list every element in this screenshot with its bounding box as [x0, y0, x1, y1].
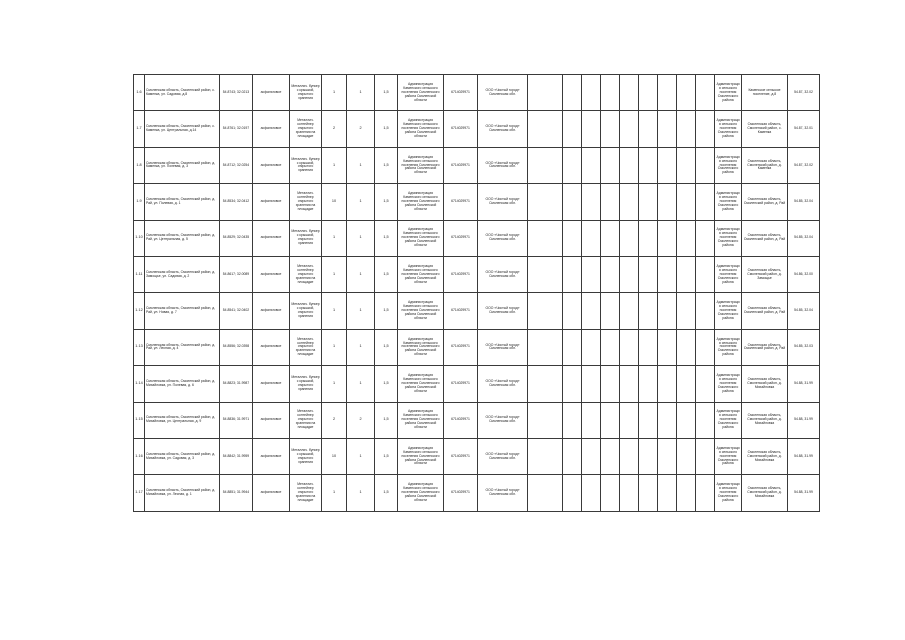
- empty-cell: [620, 293, 639, 329]
- registry-cell: Каменское сельское поселение, д.8: [742, 75, 788, 111]
- inn-cell: 6714029971: [444, 475, 478, 511]
- volume-cell: 1,5: [375, 75, 398, 111]
- empty-cell: [658, 147, 677, 183]
- owner-cell: Администрация Каменского сельского поселения Смоленского района Смоленской области: [398, 184, 444, 220]
- empty-cell: [639, 147, 658, 183]
- responsible-cell: Администрация сельского поселения Смоленского района: [715, 402, 742, 438]
- container-count-cell: 10: [322, 184, 347, 220]
- surface-type-cell: асфальтовое: [253, 256, 290, 292]
- volume-cell: 1,5: [375, 220, 398, 256]
- volume-cell: 1,5: [375, 366, 398, 402]
- extra-coordinates-cell: 54.87, 32.02: [788, 75, 820, 111]
- empty-cell: [563, 475, 582, 511]
- extra-coordinates-cell: 54.85, 32.04: [788, 184, 820, 220]
- address-cell: Смоленская область, Смоленский район, д. Михайловка, ул. Садовая, д. 3: [145, 438, 220, 474]
- empty-cell: [677, 147, 696, 183]
- operator-cell: ООО «Чистый город» Смоленская обл.: [478, 147, 528, 183]
- area-cell: 1: [347, 475, 375, 511]
- empty-cell: [563, 366, 582, 402]
- container-type-cell: Металлич. контейнер открытого хранения на площадке: [290, 184, 322, 220]
- empty-cell: [528, 111, 563, 147]
- surface-type-cell: асфальтовое: [253, 147, 290, 183]
- empty-cell: [677, 256, 696, 292]
- container-type-cell: Металлич. бункер с крышкой, открытого хранения: [290, 438, 322, 474]
- table-row: [134, 293, 820, 329]
- operator-cell: ООО «Чистый город» Смоленская обл.: [478, 402, 528, 438]
- registry-cell: Смоленская область, Смоленский район, с. Каменка: [742, 111, 788, 147]
- empty-cell: [582, 111, 601, 147]
- empty-cell: [601, 366, 620, 402]
- inn-cell: 6714029971: [444, 147, 478, 183]
- container-count-cell: 1: [322, 293, 347, 329]
- coordinates-cell: 54.8743; 32.0213: [220, 75, 253, 111]
- registry-cell: Смоленская область, Смоленский район, д. Замощье: [742, 256, 788, 292]
- container-count-cell: 1: [322, 220, 347, 256]
- owner-cell: Администрация Каменского сельского поселения Смоленского района Смоленской области: [398, 220, 444, 256]
- empty-cell: [620, 475, 639, 511]
- empty-cell: [696, 293, 715, 329]
- empty-cell: [677, 366, 696, 402]
- area-cell: 1: [347, 184, 375, 220]
- extra-coordinates-cell: 54.85, 32.04: [788, 293, 820, 329]
- empty-cell: [658, 329, 677, 365]
- empty-cell: [677, 111, 696, 147]
- row-number-cell: 1.6: [134, 75, 145, 111]
- empty-cell: [696, 147, 715, 183]
- empty-cell: [658, 402, 677, 438]
- empty-cell: [620, 438, 639, 474]
- empty-cell: [658, 293, 677, 329]
- empty-cell: [601, 329, 620, 365]
- empty-cell: [639, 111, 658, 147]
- empty-cell: [696, 438, 715, 474]
- registry-cell: Смоленская область, Смоленский район, д. Рай: [742, 293, 788, 329]
- operator-cell: ООО «Чистый город» Смоленская обл.: [478, 475, 528, 511]
- address-cell: Смоленская область, Смоленский район, д. Каменка, ул. Полевая, д. 3: [145, 147, 220, 183]
- registry-cell: Смоленская область, Смоленский район, д. Рай: [742, 220, 788, 256]
- inn-cell: 6714029971: [444, 75, 478, 111]
- inn-cell: 6714029971: [444, 256, 478, 292]
- row-number-cell: 1.16: [134, 438, 145, 474]
- table-row: [134, 329, 820, 365]
- coordinates-cell: 54.8534; 32.0412: [220, 184, 253, 220]
- operator-cell: ООО «Чистый город» Смоленская обл.: [478, 111, 528, 147]
- row-number-cell: 1.13: [134, 329, 145, 365]
- empty-cell: [696, 402, 715, 438]
- address-cell: Смоленская область, Смоленский район, д. Замощье, ул. Садовая, д. 2: [145, 256, 220, 292]
- registry-cell: Смоленская область, Смоленский район, д. Рай: [742, 184, 788, 220]
- address-cell: Смоленская область, Смоленский район, с. Каменка, ул. Центральная, д.14: [145, 111, 220, 147]
- empty-cell: [677, 329, 696, 365]
- coordinates-cell: 54.8712; 32.0254: [220, 147, 253, 183]
- volume-cell: 1,5: [375, 293, 398, 329]
- responsible-cell: Администрация сельского поселения Смоленского района: [715, 111, 742, 147]
- container-type-cell: Металлич. контейнер открытого хранения на площадке: [290, 475, 322, 511]
- empty-cell: [601, 220, 620, 256]
- empty-cell: [658, 75, 677, 111]
- surface-type-cell: асфальтовое: [253, 220, 290, 256]
- registry-cell: Смоленская область, Смоленский район, д. Михайловка: [742, 475, 788, 511]
- empty-cell: [696, 75, 715, 111]
- empty-cell: [658, 184, 677, 220]
- waste-site-register-table: [133, 74, 820, 512]
- row-number-cell: 1.10: [134, 220, 145, 256]
- row-number-cell: 1.17: [134, 475, 145, 511]
- empty-cell: [620, 184, 639, 220]
- owner-cell: Администрация Каменского сельского поселения Смоленского района Смоленской области: [398, 75, 444, 111]
- register-page: [133, 74, 813, 512]
- area-cell: 1: [347, 329, 375, 365]
- empty-cell: [582, 184, 601, 220]
- empty-cell: [563, 184, 582, 220]
- empty-cell: [563, 147, 582, 183]
- container-count-cell: 2: [322, 402, 347, 438]
- empty-cell: [620, 256, 639, 292]
- table-row: [134, 184, 820, 220]
- area-cell: 1: [347, 293, 375, 329]
- container-count-cell: 2: [322, 111, 347, 147]
- empty-cell: [582, 256, 601, 292]
- container-type-cell: Металлич. контейнер открытого хранения на площадке: [290, 256, 322, 292]
- empty-cell: [528, 402, 563, 438]
- empty-cell: [563, 438, 582, 474]
- container-type-cell: Металлич. бункер с крышкой, открытого хранения: [290, 366, 322, 402]
- empty-cell: [582, 293, 601, 329]
- address-cell: Смоленская область, Смоленский район, д. Рай, ул. Новая, д. 7: [145, 293, 220, 329]
- surface-type-cell: асфальтовое: [253, 293, 290, 329]
- volume-cell: 1,5: [375, 111, 398, 147]
- empty-cell: [696, 184, 715, 220]
- empty-cell: [620, 220, 639, 256]
- row-number-cell: 1.7: [134, 111, 145, 147]
- coordinates-cell: 54.8823; 31.9987: [220, 366, 253, 402]
- inn-cell: 6714029971: [444, 220, 478, 256]
- volume-cell: 1,5: [375, 475, 398, 511]
- row-number-cell: 1.14: [134, 366, 145, 402]
- coordinates-cell: 54.8617; 32.0089: [220, 256, 253, 292]
- container-type-cell: Металлич. бункер с крышкой, открытого хранения: [290, 75, 322, 111]
- table-row: [134, 147, 820, 183]
- responsible-cell: Администрация сельского поселения Смоленского района: [715, 438, 742, 474]
- coordinates-cell: 54.8761; 32.0197: [220, 111, 253, 147]
- responsible-cell: Администрация сельского поселения Смоленского района: [715, 147, 742, 183]
- surface-type-cell: асфальтовое: [253, 329, 290, 365]
- address-cell: Смоленская область, Смоленский район, д. Михайловка, ул. Полевая, д. 6: [145, 366, 220, 402]
- empty-cell: [582, 366, 601, 402]
- empty-cell: [601, 475, 620, 511]
- empty-cell: [696, 329, 715, 365]
- empty-cell: [563, 293, 582, 329]
- area-cell: 1: [347, 220, 375, 256]
- area-cell: 2: [347, 111, 375, 147]
- empty-cell: [563, 220, 582, 256]
- operator-cell: ООО «Чистый город» Смоленская обл.: [478, 220, 528, 256]
- empty-cell: [696, 111, 715, 147]
- empty-cell: [639, 75, 658, 111]
- inn-cell: 6714029971: [444, 111, 478, 147]
- container-type-cell: Металлич. контейнер открытого хранения на площадке: [290, 329, 322, 365]
- operator-cell: ООО «Чистый город» Смоленская обл.: [478, 256, 528, 292]
- responsible-cell: Администрация сельского поселения Смоленского района: [715, 256, 742, 292]
- surface-type-cell: асфальтовое: [253, 111, 290, 147]
- responsible-cell: Администрация сельского поселения Смоленского района: [715, 366, 742, 402]
- table-row: [134, 220, 820, 256]
- empty-cell: [696, 475, 715, 511]
- empty-cell: [601, 438, 620, 474]
- table-body: [134, 75, 820, 512]
- surface-type-cell: асфальтовое: [253, 438, 290, 474]
- extra-coordinates-cell: 54.87, 32.01: [788, 111, 820, 147]
- volume-cell: 1,5: [375, 329, 398, 365]
- extra-coordinates-cell: 54.85, 32.04: [788, 220, 820, 256]
- empty-cell: [639, 438, 658, 474]
- empty-cell: [601, 184, 620, 220]
- empty-cell: [563, 402, 582, 438]
- empty-cell: [620, 402, 639, 438]
- responsible-cell: Администрация сельского поселения Смоленского района: [715, 184, 742, 220]
- table-row: [134, 402, 820, 438]
- operator-cell: ООО «Чистый город» Смоленская обл.: [478, 184, 528, 220]
- coordinates-cell: 54.8842; 31.9959: [220, 438, 253, 474]
- container-count-cell: 1: [322, 366, 347, 402]
- empty-cell: [620, 147, 639, 183]
- inn-cell: 6714029971: [444, 184, 478, 220]
- address-cell: Смоленская область, Смоленский район, д. Рай, ул. Лесная, д. 4: [145, 329, 220, 365]
- volume-cell: 1,5: [375, 256, 398, 292]
- empty-cell: [601, 75, 620, 111]
- area-cell: 1: [347, 366, 375, 402]
- empty-cell: [582, 402, 601, 438]
- volume-cell: 1,5: [375, 402, 398, 438]
- empty-cell: [582, 329, 601, 365]
- volume-cell: 1,5: [375, 147, 398, 183]
- empty-cell: [677, 475, 696, 511]
- table-row: [134, 366, 820, 402]
- row-number-cell: 1.15: [134, 402, 145, 438]
- owner-cell: Администрация Каменского сельского поселения Смоленского района Смоленской области: [398, 256, 444, 292]
- coordinates-cell: 54.8529; 32.0435: [220, 220, 253, 256]
- area-cell: 2: [347, 402, 375, 438]
- empty-cell: [582, 147, 601, 183]
- table-row: [134, 75, 820, 111]
- row-number-cell: 1.8: [134, 147, 145, 183]
- table-row: [134, 438, 820, 474]
- responsible-cell: Администрация сельского поселения Смоленского района: [715, 75, 742, 111]
- empty-cell: [677, 438, 696, 474]
- empty-cell: [601, 111, 620, 147]
- address-cell: Смоленская область, Смоленский район, с. Каменка, ул. Садовая, д.8: [145, 75, 220, 111]
- empty-cell: [677, 220, 696, 256]
- inn-cell: 6714029971: [444, 329, 478, 365]
- empty-cell: [528, 293, 563, 329]
- empty-cell: [528, 256, 563, 292]
- empty-cell: [620, 366, 639, 402]
- container-count-cell: 1: [322, 147, 347, 183]
- responsible-cell: Администрация сельского поселения Смоленского района: [715, 220, 742, 256]
- empty-cell: [563, 75, 582, 111]
- volume-cell: 1,5: [375, 438, 398, 474]
- empty-cell: [601, 402, 620, 438]
- responsible-cell: Администрация сельского поселения Смоленского района: [715, 475, 742, 511]
- empty-cell: [528, 220, 563, 256]
- container-type-cell: Металлич. бункер с крышкой, открытого хранения: [290, 220, 322, 256]
- empty-cell: [658, 220, 677, 256]
- area-cell: 1: [347, 438, 375, 474]
- operator-cell: ООО «Чистый город» Смоленская обл.: [478, 438, 528, 474]
- extra-coordinates-cell: 54.88, 31.99: [788, 402, 820, 438]
- empty-cell: [696, 256, 715, 292]
- extra-coordinates-cell: 54.87, 32.02: [788, 147, 820, 183]
- empty-cell: [677, 293, 696, 329]
- empty-cell: [639, 293, 658, 329]
- empty-cell: [620, 111, 639, 147]
- empty-cell: [677, 75, 696, 111]
- surface-type-cell: асфальтовое: [253, 402, 290, 438]
- surface-type-cell: асфальтовое: [253, 184, 290, 220]
- operator-cell: ООО «Чистый город» Смоленская обл.: [478, 329, 528, 365]
- coordinates-cell: 54.8541; 32.0402: [220, 293, 253, 329]
- empty-cell: [528, 329, 563, 365]
- operator-cell: ООО «Чистый город» Смоленская обл.: [478, 293, 528, 329]
- inn-cell: 6714029971: [444, 293, 478, 329]
- container-count-cell: 1: [322, 475, 347, 511]
- surface-type-cell: асфальтовое: [253, 75, 290, 111]
- empty-cell: [696, 220, 715, 256]
- registry-cell: Смоленская область, Смоленский район, д. Михайловка: [742, 366, 788, 402]
- container-count-cell: 10: [322, 438, 347, 474]
- empty-cell: [528, 438, 563, 474]
- operator-cell: ООО «Чистый город» Смоленская обл.: [478, 366, 528, 402]
- extra-coordinates-cell: 54.88, 31.99: [788, 475, 820, 511]
- empty-cell: [696, 366, 715, 402]
- address-cell: Смоленская область, Смоленский район, д. Михайловка, ул. Лесная, д. 1: [145, 475, 220, 511]
- container-type-cell: Металлич. контейнер открытого хранения на площадке: [290, 402, 322, 438]
- responsible-cell: Администрация сельского поселения Смоленского района: [715, 293, 742, 329]
- owner-cell: Администрация Каменского сельского поселения Смоленского района Смоленской области: [398, 366, 444, 402]
- address-cell: Смоленская область, Смоленский район, д. Михайловка, ул. Центральная, д. 9: [145, 402, 220, 438]
- registry-cell: Смоленская область, Смоленский район, д. Рай: [742, 329, 788, 365]
- empty-cell: [563, 256, 582, 292]
- empty-cell: [528, 147, 563, 183]
- owner-cell: Администрация Каменского сельского поселения Смоленского района Смоленской области: [398, 475, 444, 511]
- surface-type-cell: асфальтовое: [253, 475, 290, 511]
- empty-cell: [639, 366, 658, 402]
- address-cell: Смоленская область, Смоленский район, д. Рай, ул. Полевая, д. 1: [145, 184, 220, 220]
- empty-cell: [639, 220, 658, 256]
- owner-cell: Администрация Каменского сельского поселения Смоленского района Смоленской области: [398, 147, 444, 183]
- registry-cell: Смоленская область, Смоленский район, д. Каменка: [742, 147, 788, 183]
- empty-cell: [639, 475, 658, 511]
- empty-cell: [582, 220, 601, 256]
- surface-type-cell: асфальтовое: [253, 366, 290, 402]
- owner-cell: Администрация Каменского сельского поселения Смоленского района Смоленской области: [398, 329, 444, 365]
- container-type-cell: Металлич. контейнер открытого хранения на площадке: [290, 111, 322, 147]
- operator-cell: ООО «Чистый город» Смоленская обл.: [478, 75, 528, 111]
- row-number-cell: 1.12: [134, 293, 145, 329]
- container-count-cell: 1: [322, 329, 347, 365]
- empty-cell: [677, 184, 696, 220]
- area-cell: 1: [347, 147, 375, 183]
- empty-cell: [639, 329, 658, 365]
- empty-cell: [658, 256, 677, 292]
- inn-cell: 6714029971: [444, 366, 478, 402]
- empty-cell: [658, 366, 677, 402]
- extra-coordinates-cell: 54.85, 32.03: [788, 329, 820, 365]
- registry-cell: Смоленская область, Смоленский район, д. Михайловка: [742, 402, 788, 438]
- container-count-cell: 1: [322, 256, 347, 292]
- table-row: [134, 475, 820, 511]
- area-cell: 1: [347, 75, 375, 111]
- empty-cell: [601, 147, 620, 183]
- coordinates-cell: 54.8556; 32.0398: [220, 329, 253, 365]
- responsible-cell: Администрация сельского поселения Смоленского района: [715, 329, 742, 365]
- empty-cell: [582, 75, 601, 111]
- empty-cell: [528, 75, 563, 111]
- row-number-cell: 1.9: [134, 184, 145, 220]
- extra-coordinates-cell: 54.86, 32.00: [788, 256, 820, 292]
- table-row: [134, 111, 820, 147]
- empty-cell: [528, 475, 563, 511]
- container-type-cell: Металлич. бункер с крышкой, открытого хранения: [290, 293, 322, 329]
- empty-cell: [528, 366, 563, 402]
- owner-cell: Администрация Каменского сельского поселения Смоленского района Смоленской области: [398, 402, 444, 438]
- empty-cell: [582, 475, 601, 511]
- empty-cell: [563, 111, 582, 147]
- empty-cell: [658, 438, 677, 474]
- empty-cell: [601, 293, 620, 329]
- container-type-cell: Металлич. бункер с крышкой, открытого хранения: [290, 147, 322, 183]
- table-row: [134, 256, 820, 292]
- empty-cell: [639, 256, 658, 292]
- empty-cell: [528, 184, 563, 220]
- owner-cell: Администрация Каменского сельского поселения Смоленского района Смоленской области: [398, 111, 444, 147]
- empty-cell: [639, 402, 658, 438]
- empty-cell: [658, 111, 677, 147]
- row-number-cell: 1.11: [134, 256, 145, 292]
- address-cell: Смоленская область, Смоленский район, д. Рай, ул. Центральная, д. 5: [145, 220, 220, 256]
- owner-cell: Администрация Каменского сельского поселения Смоленского района Смоленской области: [398, 293, 444, 329]
- coordinates-cell: 54.8836; 31.9971: [220, 402, 253, 438]
- container-count-cell: 1: [322, 75, 347, 111]
- empty-cell: [677, 402, 696, 438]
- volume-cell: 1,5: [375, 184, 398, 220]
- empty-cell: [582, 438, 601, 474]
- inn-cell: 6714029971: [444, 438, 478, 474]
- empty-cell: [639, 184, 658, 220]
- registry-cell: Смоленская область, Смоленский район, д. Михайловка: [742, 438, 788, 474]
- owner-cell: Администрация Каменского сельского поселения Смоленского района Смоленской области: [398, 438, 444, 474]
- inn-cell: 6714029971: [444, 402, 478, 438]
- empty-cell: [563, 329, 582, 365]
- extra-coordinates-cell: 54.88, 31.99: [788, 366, 820, 402]
- area-cell: 1: [347, 256, 375, 292]
- extra-coordinates-cell: 54.88, 31.99: [788, 438, 820, 474]
- empty-cell: [601, 256, 620, 292]
- empty-cell: [658, 475, 677, 511]
- empty-cell: [620, 329, 639, 365]
- coordinates-cell: 54.8851; 31.9944: [220, 475, 253, 511]
- empty-cell: [620, 75, 639, 111]
